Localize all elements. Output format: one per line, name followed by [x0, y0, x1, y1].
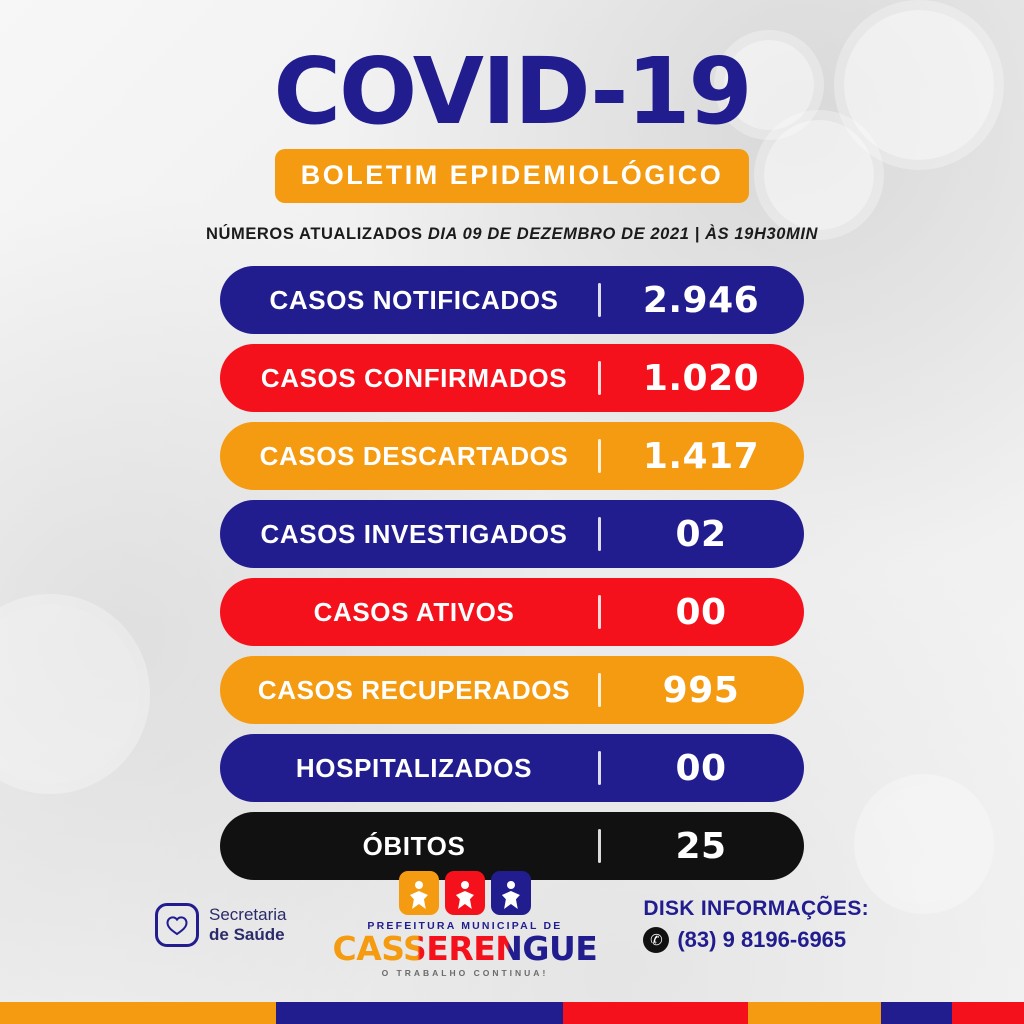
stat-value: 995 — [662, 669, 740, 711]
info-phone-block — [643, 897, 869, 953]
stat-label: CASOS RECUPERADOS — [257, 674, 571, 705]
stat-label: CASOS DESCARTADOS — [259, 440, 569, 471]
stat-value: 25 — [675, 825, 727, 867]
stat-divider — [598, 673, 601, 707]
stat-label: ÓBITOS — [362, 830, 466, 861]
stripe-segment — [0, 1002, 276, 1024]
people-logo-icon — [333, 871, 598, 915]
updated-date: DIA 09 DE DEZEMBRO DE 2021 | ÀS 19H30MIN — [427, 225, 819, 244]
whatsapp-icon: ✆ — [643, 927, 669, 953]
heart-shield-icon — [155, 903, 199, 947]
info-phone-line[interactable] — [643, 927, 869, 953]
stripe-segment — [881, 1002, 953, 1024]
stat-row — [220, 734, 804, 802]
stripe-segment — [563, 1002, 747, 1024]
stat-row — [220, 344, 804, 412]
bottom-color-stripe — [0, 1002, 1024, 1024]
updated-line — [0, 225, 1024, 244]
subtitle-banner — [0, 149, 1024, 203]
health-department-line1: Secretaria — [209, 905, 287, 925]
stats-list — [0, 266, 1024, 880]
city-hall-small-text: PREFEITURA MUNICIPAL DE — [367, 920, 563, 932]
page-title: COVID-19 — [273, 38, 751, 145]
stat-divider — [598, 517, 601, 551]
city-hall-logo — [333, 871, 598, 978]
stat-row — [220, 422, 804, 490]
health-department-text — [209, 905, 286, 943]
people-logo-icon-blue — [491, 871, 531, 915]
stat-label: CASOS NOTIFICADOS — [269, 284, 559, 315]
stat-value: 00 — [675, 591, 727, 633]
health-department-line2: de Saúde — [209, 924, 285, 944]
stat-divider — [598, 751, 601, 785]
people-logo-icon-red — [445, 871, 485, 915]
stat-value: 00 — [675, 747, 727, 789]
stat-value: 1.417 — [642, 435, 760, 477]
stat-label: CASOS INVESTIGADOS — [260, 518, 568, 549]
stat-value: 2.946 — [642, 279, 760, 321]
stat-label: CASOS CONFIRMADOS — [260, 362, 568, 393]
info-phone-number[interactable]: (83) 9 8196-6965 — [677, 926, 847, 952]
stat-label: CASOS ATIVOS — [313, 596, 515, 627]
stripe-segment — [748, 1002, 881, 1024]
stat-value: 02 — [675, 513, 727, 555]
stat-divider — [598, 595, 601, 629]
stat-row — [220, 578, 804, 646]
stat-row — [220, 266, 804, 334]
city-hall-name: CASSERENGUE — [332, 929, 598, 968]
stat-divider — [598, 361, 601, 395]
subtitle-text: BOLETIM EPIDEMIOLÓGICO — [275, 149, 750, 203]
stat-divider — [598, 283, 601, 317]
people-logo-icon-orange — [399, 871, 439, 915]
health-department-logo — [155, 903, 286, 947]
stat-divider — [598, 829, 601, 863]
stat-row — [220, 656, 804, 724]
stat-divider — [598, 439, 601, 473]
stripe-segment — [276, 1002, 563, 1024]
stripe-segment — [952, 1002, 1024, 1024]
info-phone-title: DISK INFORMAÇÕES: — [643, 896, 869, 920]
footer — [0, 871, 1024, 978]
stat-row — [220, 500, 804, 568]
stat-value: 1.020 — [642, 357, 760, 399]
city-hall-tagline: O TRABALHO CONTINUA! — [381, 968, 549, 978]
stat-label: HOSPITALIZADOS — [295, 752, 533, 783]
updated-prefix: NÚMEROS ATUALIZADOS — [205, 225, 423, 244]
